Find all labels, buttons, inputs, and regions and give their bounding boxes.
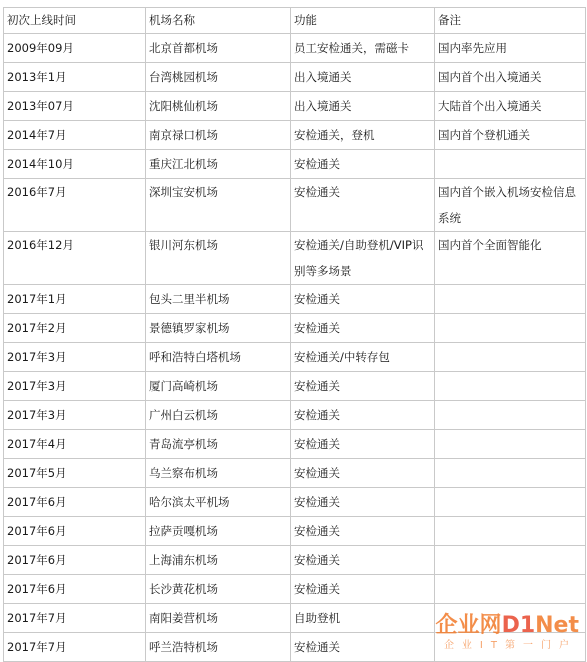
cell-airport-name: 长沙黄花机场 [146,575,291,604]
cell-remarks: 国内首个出入境通关 [435,63,586,92]
cell-launch-time: 2013年1月 [4,63,146,92]
cell-remarks [435,430,586,459]
table-header-row [4,8,586,34]
table-row [4,575,586,604]
cell-launch-time: 2017年2月 [4,314,146,343]
cell-function: 自助登机 [291,604,435,633]
cell-remarks [435,575,586,604]
cell-launch-time: 2017年1月 [4,285,146,314]
table-row [4,34,586,63]
cell-function: 出入境通关 [291,63,435,92]
cell-airport-name: 沈阳桃仙机场 [146,92,291,121]
cell-function: 安检通关/中转存包 [291,343,435,372]
cell-airport-name: 包头二里半机场 [146,285,291,314]
table-row [4,459,586,488]
cell-remarks [435,401,586,430]
table-row [4,121,586,150]
cell-launch-time: 2014年7月 [4,121,146,150]
cell-remarks [435,150,586,179]
airport-face-recognition-table [3,7,586,662]
cell-remarks [435,285,586,314]
cell-airport-name: 乌兰察布机场 [146,459,291,488]
cell-launch-time: 2017年6月 [4,517,146,546]
table-row [4,488,586,517]
table-row [4,401,586,430]
cell-airport-name: 青岛流亭机场 [146,430,291,459]
table-row [4,92,586,121]
cell-airport-name: 上海浦东机场 [146,546,291,575]
cell-remarks [435,372,586,401]
cell-airport-name: 景德镇罗家机场 [146,314,291,343]
header-launch-time: 初次上线时间 [4,8,146,34]
cell-remarks [435,343,586,372]
cell-remarks: 国内率先应用 [435,34,586,63]
table-row [4,517,586,546]
cell-remarks [435,546,586,575]
header-function: 功能 [291,8,435,34]
cell-function: 安检通关 [291,150,435,179]
cell-launch-time: 2017年4月 [4,430,146,459]
cell-function: 安检通关 [291,314,435,343]
cell-remarks [435,517,586,546]
cell-airport-name: 呼兰浩特机场 [146,633,291,662]
cell-launch-time: 2017年7月 [4,633,146,662]
table-row [4,546,586,575]
table-row [4,179,586,232]
cell-airport-name: 厦门高崎机场 [146,372,291,401]
cell-function: 安检通关/自助登机/VIP识别等多场景 [291,232,435,285]
cell-launch-time: 2016年7月 [4,179,146,232]
cell-function: 安检通关 [291,285,435,314]
cell-function: 安检通关 [291,633,435,662]
cell-function: 安检通关 [291,179,435,232]
cell-remarks: 国内首个全面智能化 [435,232,586,285]
watermark-subtitle: 企业IT第一门户 [443,640,577,651]
cell-function: 安检通关 [291,372,435,401]
cell-launch-time: 2009年09月 [4,34,146,63]
cell-launch-time: 2017年3月 [4,343,146,372]
cell-launch-time: 2017年7月 [4,604,146,633]
cell-remarks: 国内首个登机通关 [435,121,586,150]
cell-function: 出入境通关 [291,92,435,121]
cell-launch-time: 2017年6月 [4,488,146,517]
cell-launch-time: 2017年3月 [4,372,146,401]
cell-airport-name: 北京首都机场 [146,34,291,63]
cell-launch-time: 2017年5月 [4,459,146,488]
cell-remarks [435,488,586,517]
cell-launch-time: 2016年12月 [4,232,146,285]
cell-airport-name: 深圳宝安机场 [146,179,291,232]
table-row [4,372,586,401]
cell-remarks: 国内首个嵌入机场安检信息系统 [435,179,586,232]
cell-airport-name: 拉萨贡嘎机场 [146,517,291,546]
cell-function: 安检通关，登机 [291,121,435,150]
cell-remarks [435,459,586,488]
watermark-logo [417,608,585,652]
cell-airport-name: 银川河东机场 [146,232,291,285]
cell-launch-time: 2013年07月 [4,92,146,121]
watermark-brand: 企业网D1Net [435,613,579,638]
cell-function: 安检通关 [291,430,435,459]
cell-airport-name: 台湾桃园机场 [146,63,291,92]
cell-launch-time: 2017年6月 [4,575,146,604]
cell-airport-name: 南阳姜营机场 [146,604,291,633]
cell-airport-name: 哈尔滨太平机场 [146,488,291,517]
cell-remarks [435,314,586,343]
table-row [4,232,586,285]
cell-airport-name: 广州白云机场 [146,401,291,430]
table-row [4,285,586,314]
cell-launch-time: 2014年10月 [4,150,146,179]
table-row [4,430,586,459]
cell-function: 员工安检通关，需磁卡 [291,34,435,63]
header-remarks: 备注 [435,8,586,34]
cell-launch-time: 2017年3月 [4,401,146,430]
table-row [4,314,586,343]
cell-function: 安检通关 [291,488,435,517]
cell-function: 安检通关 [291,546,435,575]
table-row [4,63,586,92]
header-airport-name: 机场名称 [146,8,291,34]
table-row [4,150,586,179]
cell-airport-name: 南京禄口机场 [146,121,291,150]
cell-function: 安检通关 [291,401,435,430]
cell-airport-name: 重庆江北机场 [146,150,291,179]
cell-function: 安检通关 [291,459,435,488]
cell-launch-time: 2017年6月 [4,546,146,575]
cell-airport-name: 呼和浩特白塔机场 [146,343,291,372]
table-row [4,343,586,372]
cell-function: 安检通关 [291,517,435,546]
cell-remarks: 大陆首个出入境通关 [435,92,586,121]
cell-function: 安检通关 [291,575,435,604]
